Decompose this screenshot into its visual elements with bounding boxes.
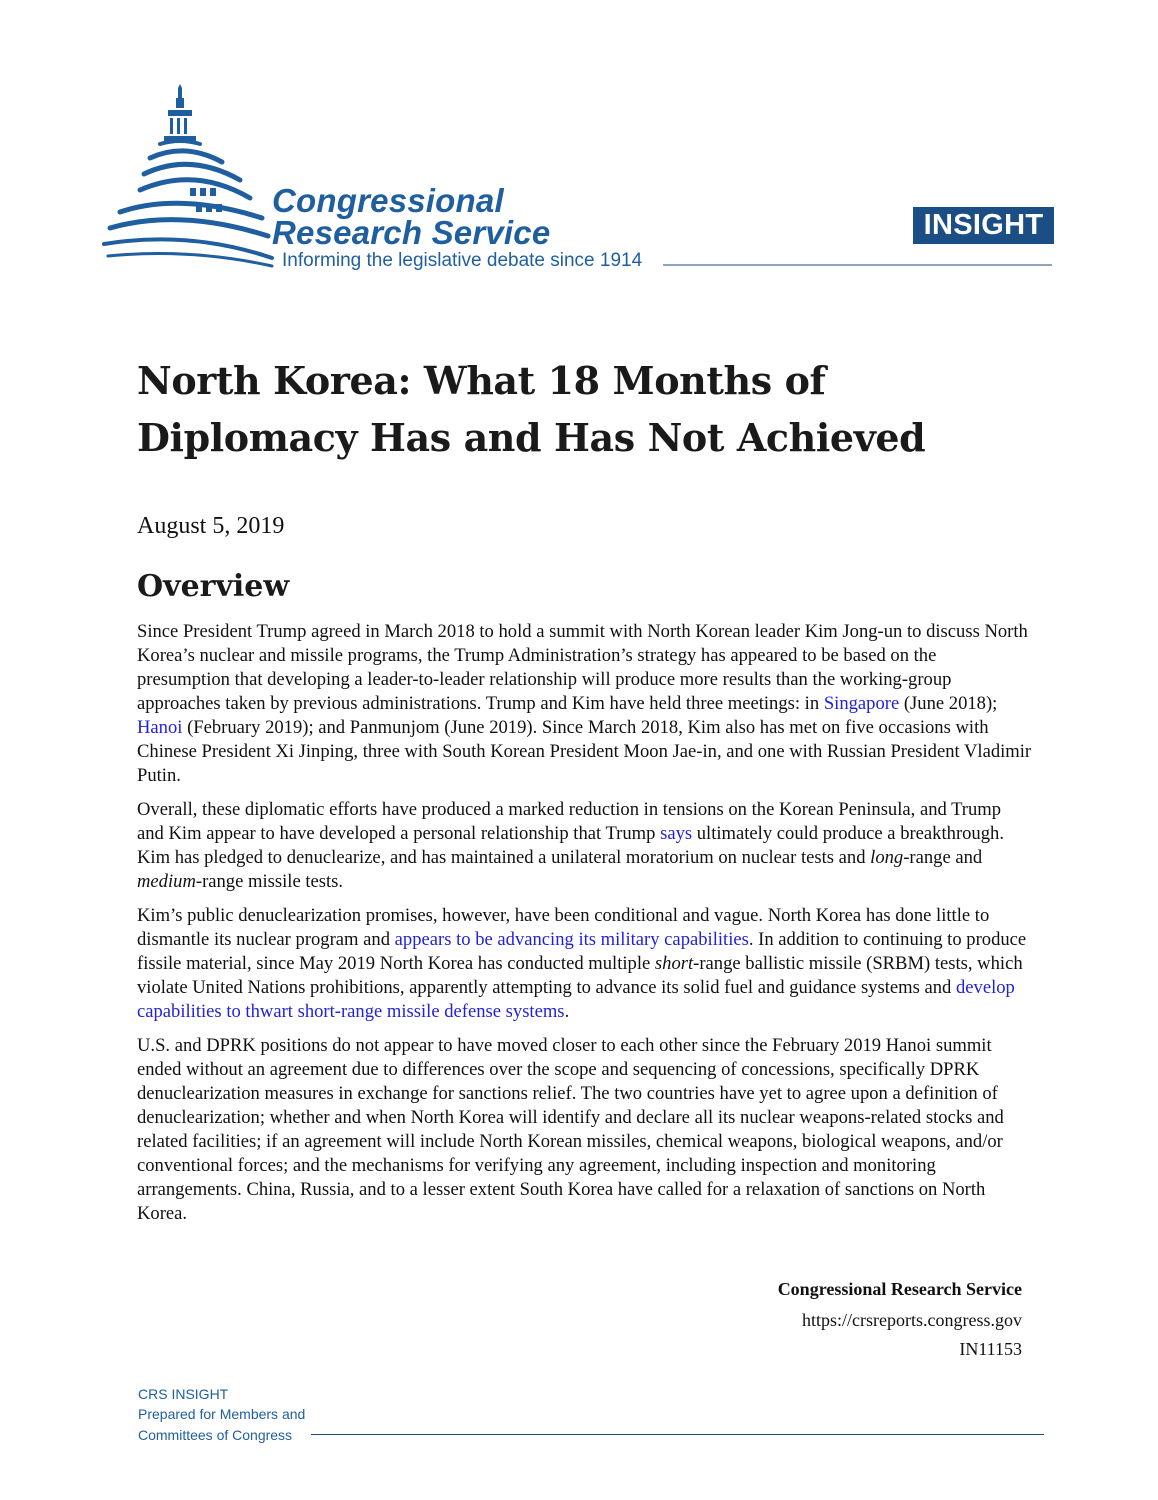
p1-text: (February 2019); and Panmunjom (June 2019). Since March 2018, Kim also has met on five occasions with Chinese President Xi Jinping, three with South Korean President Moon Jae-in, and one with Russian President Vladimir Putin. bbox=[137, 717, 1032, 786]
footer-line: Committees of Congress bbox=[138, 1427, 293, 1443]
link-hanoi[interactable]: Hanoi bbox=[137, 717, 183, 738]
p3-text: Kim’s public denuclearization promises, however, have been conditional and vague. North Korea has done little to dismantle its nuclear program and bbox=[137, 905, 990, 950]
body-text bbox=[137, 620, 1032, 1236]
paragraph-1 bbox=[137, 620, 1032, 788]
org-name-line1: Congressional bbox=[272, 182, 504, 219]
p2-text: -range missile tests. bbox=[195, 871, 344, 892]
signature-url[interactable]: https://crsreports.congress.gov bbox=[802, 1310, 1022, 1330]
paragraph-2 bbox=[137, 798, 1032, 894]
footer-label: CRS INSIGHT bbox=[138, 1386, 229, 1402]
p3-emphasis: short bbox=[654, 953, 694, 974]
publication-date: August 5, 2019 bbox=[137, 513, 285, 539]
p1-text: Since President Trump agreed in March 2018 to hold a summit with North Korean leader Kim Jong-un to discuss North Korea’s nuclear and missile programs, the Trump Administration’s strategy has appeared to be based on the presumption that developing a leader-to-leader relationship will produce more results than the working-group approaches taken by previous administrations. Trump and Kim have held three meetings: in bbox=[137, 621, 1028, 714]
paragraph-4: U.S. and DPRK positions do not appear to have moved closer to each other since the February 2019 Hanoi summit ended without an agreement due to differences over the scope and sequencing of concessions, specifically DPRK denuclearization measures in exchange for sanctions relief. The two countries have yet to agree upon a definition of denuclearization; whether and when North Korea will identify and declare all its nuclear weapons-related stocks and related facilities; if an agreement will include North Korean missiles, chemical weapons, biological weapons, and/or conventional forces; and the mechanisms for verifying any agreement, including inspection and monitoring arrangements. China, Russia, and to a lesser extent South Korea have called for a relaxation of sanctions on North Korea. bbox=[137, 1035, 1004, 1224]
p2-text: Overall, these diplomatic efforts have produced a marked reduction in tensions on the Korean Peninsula, and Trump and Kim appear to have developed a personal relationship that Trump bbox=[137, 799, 1002, 844]
signature-org: Congressional Research Service bbox=[777, 1279, 1022, 1299]
p3-text: . In addition to continuing to produce fissile material, since May 2019 North Korea has conducted multiple bbox=[137, 929, 1027, 974]
org-name-line2: Research Service bbox=[272, 214, 551, 251]
p3-text: -range ballistic missile (SRBM) tests, which violate United Nations prohibitions, apparently attempting to advance its solid fuel and guidance systems and bbox=[137, 953, 1023, 998]
org-tagline: Informing the legislative debate since 1914 bbox=[282, 250, 643, 271]
p2-text: ultimately could produce a breakthrough. Kim has pledged to denuclearize, and has maintained a unilateral moratorium on nuclear tests and bbox=[137, 823, 1004, 868]
footer-divider bbox=[311, 1434, 1044, 1435]
link-missile-defense[interactable]: develop capabilities to thwart short-range missile defense systems bbox=[137, 977, 1015, 1022]
report-id: IN11153 bbox=[959, 1339, 1022, 1359]
page-title: North Korea: What 18 Months of Diplomacy Has and Has Not Achieved bbox=[137, 358, 926, 460]
p2-emphasis: medium bbox=[137, 871, 196, 892]
link-says[interactable]: says bbox=[660, 823, 693, 844]
section-heading-overview: Overview bbox=[137, 569, 290, 604]
link-singapore[interactable]: Singapore bbox=[823, 693, 900, 714]
link-military-capabilities[interactable]: appears to be advancing its military capabilities bbox=[394, 929, 749, 950]
insight-badge: INSIGHT bbox=[913, 207, 1054, 244]
p3-text: . bbox=[564, 1001, 570, 1022]
paragraph-3 bbox=[137, 904, 1032, 1024]
header-divider bbox=[663, 264, 1052, 266]
capitol-dome-logo-icon bbox=[100, 80, 275, 270]
p2-text: -range and bbox=[903, 847, 983, 868]
footer-line: Prepared for Members and bbox=[138, 1406, 306, 1422]
p1-text: (June 2018); bbox=[899, 693, 998, 714]
p2-emphasis: long bbox=[870, 847, 904, 868]
